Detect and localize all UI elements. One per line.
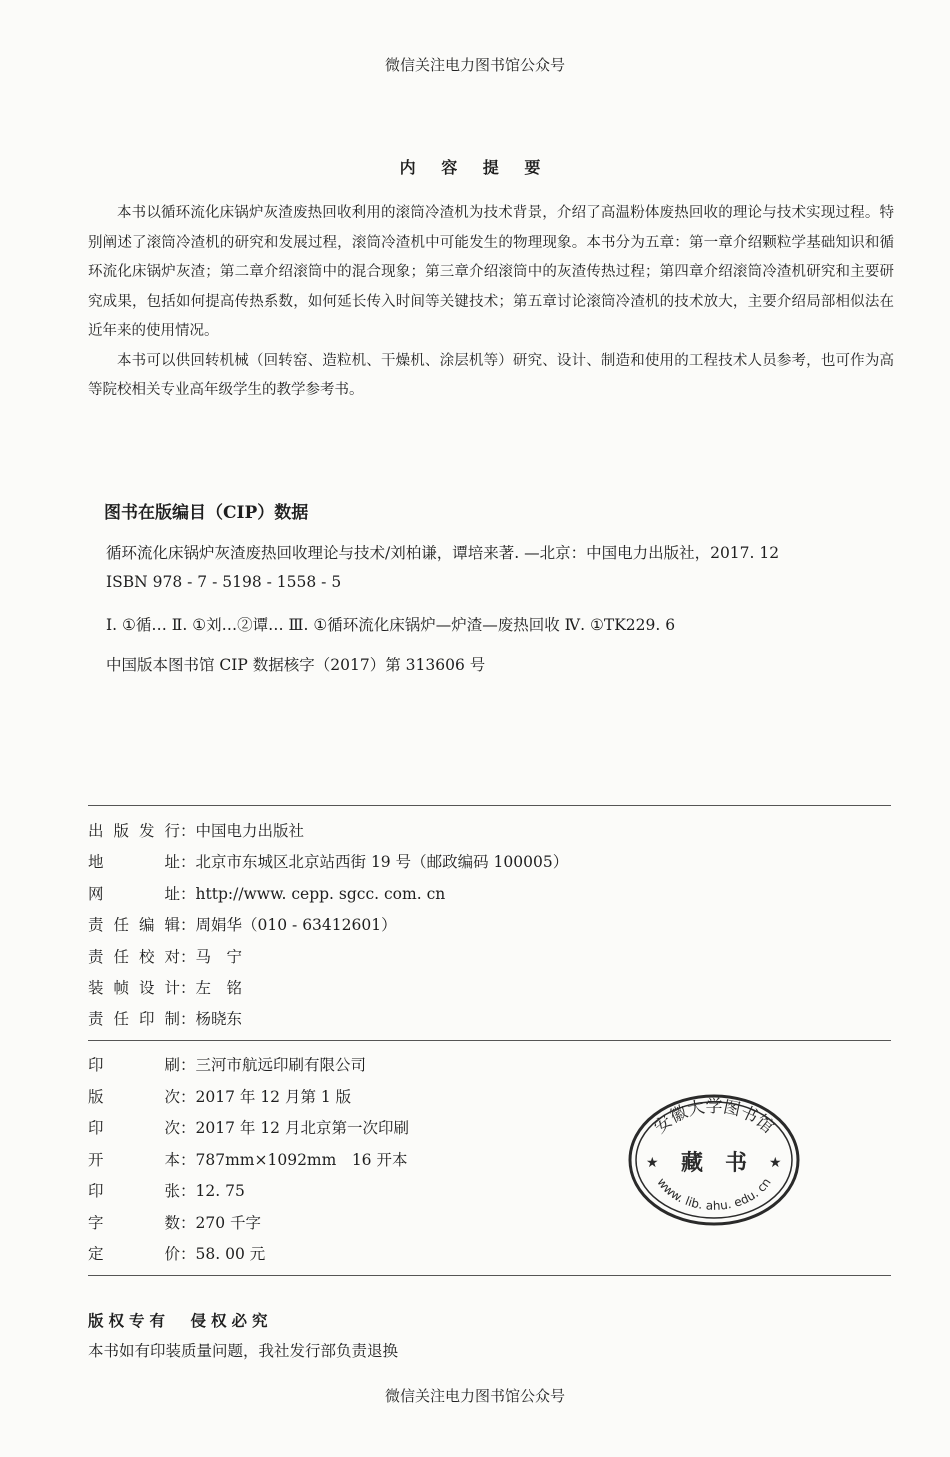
info-value: 58. 00 元 <box>195 1245 266 1263</box>
info-value: 北京市东城区北京站西街 19 号（邮政编码 100005） <box>195 853 569 871</box>
info-value: 787mm×1092mm 16 开本 <box>195 1151 408 1169</box>
info-row: 印次：2017 年 12 月北京第一次印刷 <box>88 1116 409 1138</box>
info-row: 装帧设计：左 铭 <box>88 976 242 998</box>
info-row: 出版发行：中国电力出版社 <box>88 819 304 841</box>
info-row: 责任印制：杨晓东 <box>88 1007 242 1029</box>
info-row: 印张：12. 75 <box>88 1179 245 1201</box>
library-stamp <box>626 1088 802 1228</box>
info-label: 装帧设计 <box>88 979 180 997</box>
info-value: 杨晓东 <box>195 1010 243 1028</box>
divider-middle <box>88 1040 891 1041</box>
info-value: 马 宁 <box>195 948 243 966</box>
stamp-center-text: 藏 书 <box>680 1150 748 1176</box>
divider-top <box>88 805 891 806</box>
info-row: 印刷：三河市航远印刷有限公司 <box>88 1053 366 1075</box>
info-value: 12. 75 <box>195 1182 245 1200</box>
cip-line-2: ISBN 978 - 7 - 5198 - 1558 - 5 <box>106 573 342 591</box>
info-label: 责任编辑 <box>88 916 180 934</box>
info-label: 网址 <box>88 885 180 903</box>
info-label: 印刷 <box>88 1056 180 1074</box>
cip-line-1: 循环流化床锅炉灰渣废热回收理论与技术/刘柏谦，谭培来著. —北京：中国电力出版社，2017. 12 <box>106 544 780 562</box>
info-row: 责任校对：马 宁 <box>88 945 242 967</box>
info-value: 中国电力出版社 <box>195 822 305 840</box>
info-label: 地址 <box>88 853 180 871</box>
info-value: 周娟华（010 - 63412601） <box>195 916 397 934</box>
info-label: 印张 <box>88 1182 180 1200</box>
info-label: 出版发行 <box>88 822 180 840</box>
abstract-paragraph-2: 本书可以供回转机械（回转窑、造粒机、干燥机、涂层机等）研究、设计、制造和使用的工程技术人员参考，也可作为高等院校相关专业高年级学生的教学参考书。 <box>88 352 894 398</box>
stamp-bottom-text: www. lib. ahu. edu. cn <box>654 1175 774 1213</box>
info-label: 定价 <box>88 1245 180 1263</box>
stamp-top-text: 安徽大学图书馆 <box>650 1097 778 1138</box>
info-row: 字数：270 千字 <box>88 1211 261 1233</box>
info-label: 开本 <box>88 1151 180 1169</box>
stamp-star-left-icon: ★ <box>646 1155 659 1171</box>
info-row: 地址：北京市东城区北京站西街 19 号（邮政编码 100005） <box>88 850 568 872</box>
cip-line-3: Ⅰ. ①循… Ⅱ. ①刘…②谭… Ⅲ. ①循环流化床锅炉—炉渣—废热回收 Ⅳ. ①TK229. 6 <box>106 616 676 634</box>
info-row: 开本：787mm×1092mm 16 开本 <box>88 1148 407 1170</box>
info-value: http://www. cepp. sgcc. com. cn <box>195 885 446 903</box>
info-value: 三河市航远印刷有限公司 <box>195 1056 367 1074</box>
rights-text: 本书如有印装质量问题，我社发行部负责退换 <box>88 1342 399 1360</box>
cip-line-4: 中国版本图书馆 CIP 数据核字（2017）第 313606 号 <box>106 656 486 674</box>
abstract-title: 内 容 提 要 <box>399 158 551 177</box>
info-value: 2017 年 12 月第 1 版 <box>195 1088 352 1106</box>
watermark-bottom: 微信关注电力图书馆公众号 <box>384 1387 565 1405</box>
info-label: 责任校对 <box>88 948 180 966</box>
info-label: 版次 <box>88 1088 180 1106</box>
info-label: 字数 <box>88 1214 180 1232</box>
abstract-paragraph-1: 本书以循环流化床锅炉灰渣废热回收利用的滚筒冷渣机为技术背景，介绍了高温粉体废热回收的理论与技术实现过程。特别阐述了滚筒冷渣机的研究和发展过程，滚筒冷渣机中可能发生的物理现象。本书分为五章：第一章介绍颗粒学基础知识和循环流化床锅炉灰渣；第二章介绍滚筒中的混合现象；第三章介绍滚筒中的灰渣传热过程；第四章介绍滚筒冷渣机研究和主要研究成果，包括如何提高传热系数，如何延长传入时间等关键技术；第五章讨论滚筒冷渣机的技术放大，主要介绍局部相似法在近年来的使用情况。 <box>88 205 894 339</box>
cip-title: 图书在版编目（CIP）数据 <box>104 503 309 523</box>
info-row: 版次：2017 年 12 月第 1 版 <box>88 1085 351 1107</box>
info-value: 2017 年 12 月北京第一次印刷 <box>195 1119 409 1137</box>
rights-title: 版权专有 侵权必究 <box>88 1311 273 1330</box>
info-row: 网址：http://www. cepp. sgcc. com. cn <box>88 882 445 904</box>
info-row: 责任编辑：周娟华（010 - 63412601） <box>88 913 397 935</box>
info-value: 270 千字 <box>195 1214 262 1232</box>
info-label: 责任印制 <box>88 1010 180 1028</box>
info-value: 左 铭 <box>195 979 243 997</box>
watermark-top: 微信关注电力图书馆公众号 <box>384 56 565 74</box>
abstract-body <box>88 199 894 406</box>
info-label: 印次 <box>88 1119 180 1137</box>
stamp-star-right-icon: ★ <box>769 1155 782 1171</box>
divider-bottom <box>88 1275 891 1276</box>
info-row: 定价：58. 00 元 <box>88 1242 265 1264</box>
